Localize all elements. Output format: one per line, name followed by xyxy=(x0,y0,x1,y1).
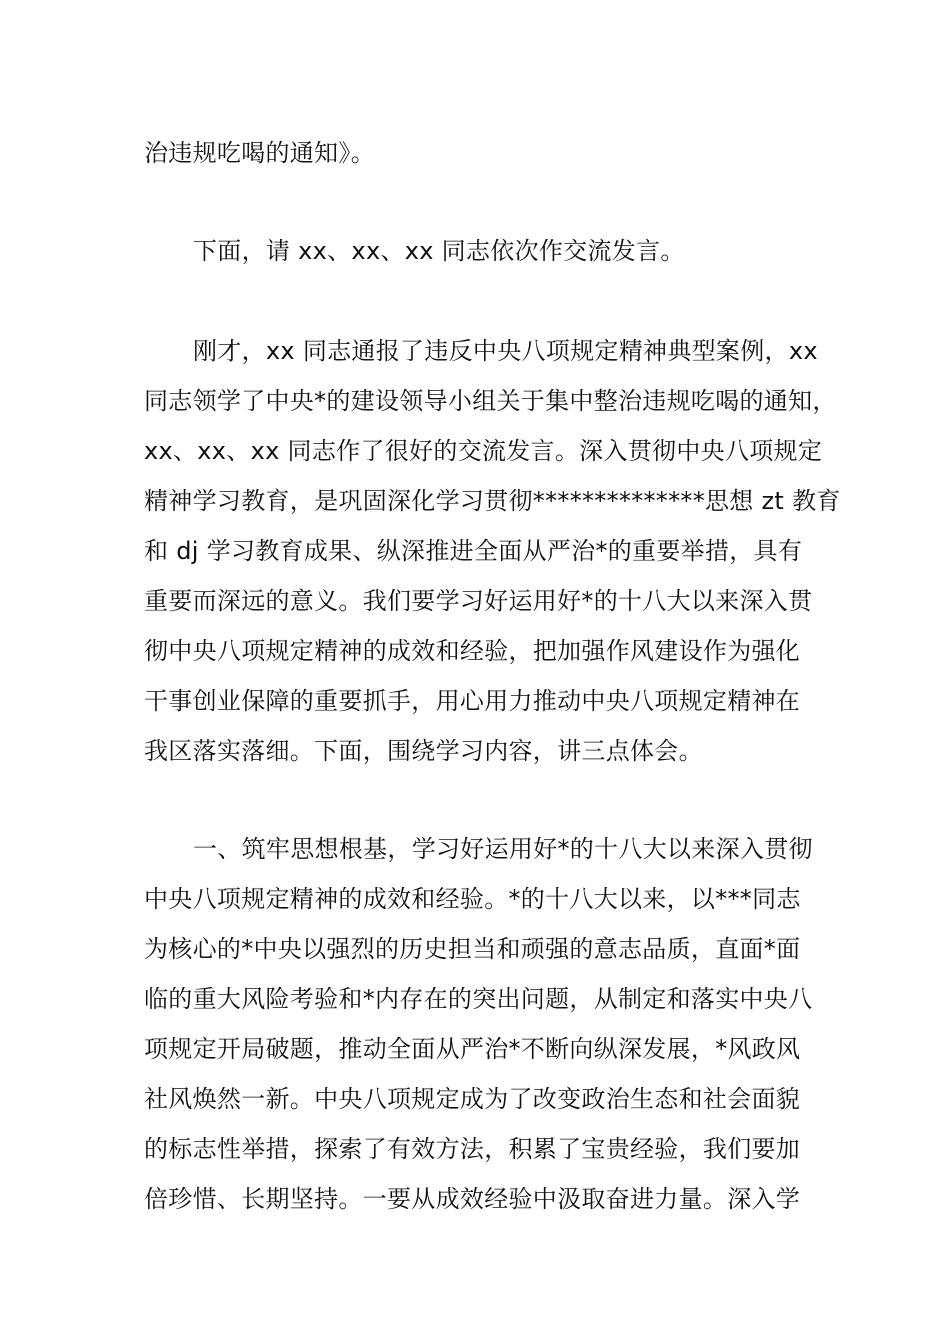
text-line: 项规定开局破题，推动全面从严治*不断向纵深发展，*风政风 xyxy=(144,1035,801,1063)
text-line: 重要而深远的意义。我们要学习好运用好*的十八大以来深入贯 xyxy=(144,587,813,615)
text-line: 彻中央八项规定精神的成效和经验，把加强作风建设作为强化 xyxy=(144,637,801,665)
text-line: 为核心的*中央以强烈的历史担当和顽强的意志品质，直面*面 xyxy=(144,935,801,963)
text-line: 我区落实落细。下面，围绕学习内容，讲三点体会。 xyxy=(144,737,703,765)
text-line: 同志领学了中央*的建设领导小组关于集中整治违规吃喝的通知， xyxy=(144,387,837,415)
text-line: 中央八项规定精神的成效和经验。*的十八大以来，以***同志 xyxy=(144,885,801,913)
text-line: 的标志性举措，探索了有效方法，积累了宝贵经验，我们要加 xyxy=(144,1135,801,1163)
text-line: 刚才，xx 同志通报了违反中央八项规定精神典型案例，xx xyxy=(193,337,818,365)
text-line: 社风焕然一新。中央八项规定成为了改变政治生态和社会面貌 xyxy=(144,1085,801,1113)
text-line: 治违规吃喝的通知》。 xyxy=(144,139,375,167)
text-line: 和 dj 学习教育成果、纵深推进全面从严治*的重要举措，具有 xyxy=(144,537,803,565)
text-line: 倍珍惜、长期坚持。一要从成效经验中汲取奋进力量。深入学 xyxy=(144,1185,801,1213)
text-line: 精神学习教育，是巩固深化学习贯彻**************思想 zt 教育 xyxy=(144,487,841,515)
text-line: 干事创业保障的重要抓手，用心用力推动中央八项规定精神在 xyxy=(144,687,801,715)
text-line: 临的重大风险考验和*内存在的突出问题，从制定和落实中央八 xyxy=(144,985,813,1013)
text-line: 下面，请 xx、xx、xx 同志依次作交流发言。 xyxy=(193,237,685,265)
text-line: xx、xx、xx 同志作了很好的交流发言。深入贯彻中央八项规定 xyxy=(144,437,823,465)
text-line: 一、筑牢思想根基，学习好运用好*的十八大以来深入贯彻 xyxy=(193,835,813,863)
